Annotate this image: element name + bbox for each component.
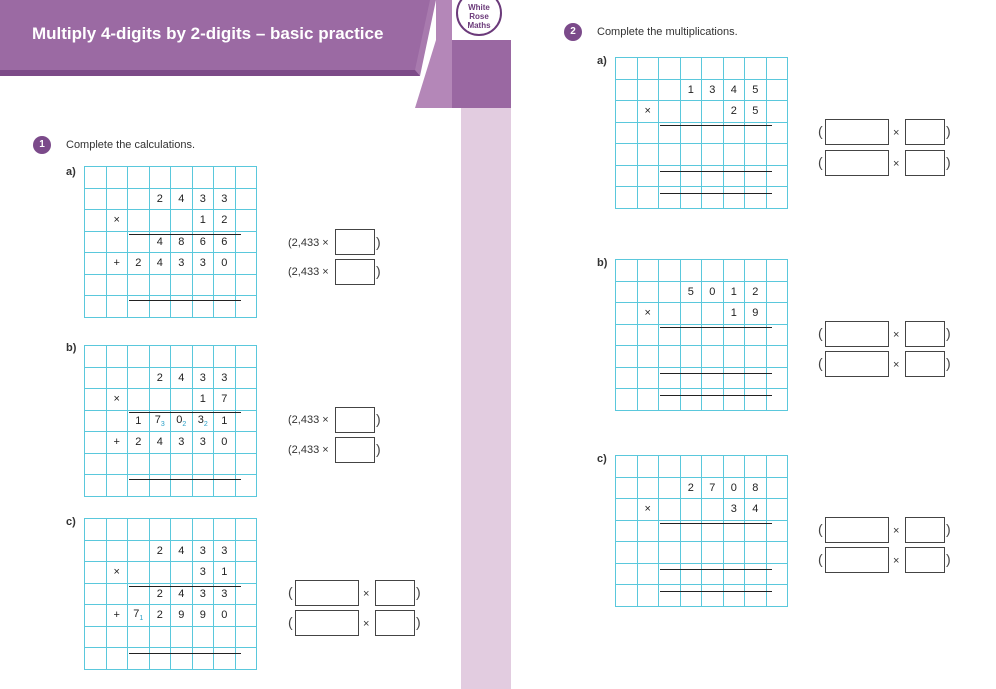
- q2-part-c-label: c): [597, 453, 607, 465]
- q2a-answer-box-1b[interactable]: [905, 119, 945, 145]
- q2a-answer-box-1a[interactable]: [825, 119, 889, 145]
- q2c-line-2: [660, 569, 772, 570]
- q1-part-c-label: c): [66, 516, 76, 528]
- q1b-answer-box-2[interactable]: [335, 437, 375, 463]
- q2a-answer-box-2b[interactable]: [905, 150, 945, 176]
- close-bracket: ): [946, 123, 951, 139]
- open-bracket: (: [818, 355, 823, 371]
- q2a-answer-box-2a[interactable]: [825, 150, 889, 176]
- q2c-grid: 2 7 0 8 × 3 4: [615, 455, 788, 607]
- q1a-grid: 2 4 3 3 × 1 2 4 8 6 6 + 2 4 3 3 0: [84, 166, 257, 318]
- q1-part-b-label: b): [66, 342, 77, 354]
- close-bracket: ): [946, 325, 951, 341]
- page-gutter: [461, 108, 511, 689]
- open-bracket: (: [818, 521, 823, 537]
- times-sign: ×: [893, 555, 900, 567]
- open-bracket: (: [818, 123, 823, 139]
- close-bracket: ): [376, 234, 381, 250]
- q2c-answer-box-1a[interactable]: [825, 517, 889, 543]
- q1b-line-2: [129, 479, 241, 480]
- close-bracket: ): [376, 411, 381, 427]
- q2b-line-3: [660, 395, 772, 396]
- page-title: Multiply 4-digits by 2-digits – basic practice: [32, 24, 384, 43]
- open-bracket: (: [818, 154, 823, 170]
- open-bracket: (: [288, 584, 293, 600]
- q1a-partial-2: (2,433 ×: [288, 266, 329, 278]
- q2b-answer-box-2b[interactable]: [905, 351, 945, 377]
- question-1-badge: 1: [33, 136, 51, 154]
- question-2-instruction: Complete the multiplications.: [597, 26, 738, 38]
- open-bracket: (: [818, 325, 823, 341]
- q2b-grid: 5 0 1 2 × 1 9: [615, 259, 788, 411]
- q2-part-a-label: a): [597, 55, 607, 67]
- q1b-answer-box-1[interactable]: [335, 407, 375, 433]
- q2a-line-2: [660, 171, 772, 172]
- q1a-line-2: [129, 300, 241, 301]
- times-sign: ×: [893, 127, 900, 139]
- q1b-partial-2: (2,433 ×: [288, 444, 329, 456]
- q2c-answer-box-2b[interactable]: [905, 547, 945, 573]
- close-bracket: ): [946, 551, 951, 567]
- q2-part-b-label: b): [597, 257, 608, 269]
- times-sign: ×: [363, 618, 370, 630]
- close-bracket: ): [376, 263, 381, 279]
- q1a-answer-box-2[interactable]: [335, 259, 375, 285]
- q1a-partial-1: (2,433 ×: [288, 237, 329, 249]
- close-bracket: ): [416, 614, 421, 630]
- q2b-answer-box-1a[interactable]: [825, 321, 889, 347]
- times-sign: ×: [893, 359, 900, 371]
- times-sign: ×: [893, 158, 900, 170]
- q1c-answer-box-2a[interactable]: [295, 610, 359, 636]
- q1c-line-1: [129, 586, 241, 587]
- q2b-line-2: [660, 373, 772, 374]
- times-sign: ×: [893, 525, 900, 537]
- open-bracket: (: [818, 551, 823, 567]
- q1b-line-1: [129, 412, 241, 413]
- q2a-grid: 1 3 4 5 × 2 5: [615, 57, 788, 209]
- q2a-line-1: [660, 125, 772, 126]
- close-bracket: ): [946, 154, 951, 170]
- q1b-partial-1: (2,433 ×: [288, 414, 329, 426]
- white-rose-maths-logo: White Rose Maths: [456, 0, 502, 36]
- open-bracket: (: [288, 614, 293, 630]
- q1c-answer-box-1b[interactable]: [375, 580, 415, 606]
- times-sign: ×: [363, 588, 370, 600]
- q1c-answer-box-2b[interactable]: [375, 610, 415, 636]
- close-bracket: ): [416, 584, 421, 600]
- q2b-answer-box-1b[interactable]: [905, 321, 945, 347]
- q2c-line-1: [660, 523, 772, 524]
- q1a-line-1: [129, 234, 241, 235]
- q2c-answer-box-2a[interactable]: [825, 547, 889, 573]
- header-banner: [0, 0, 515, 108]
- q1b-grid: 2 4 3 3 × 1 7 1 $7_3$ $0_2$ $3_2$ 1 + 2 4 3 3 0: [84, 345, 257, 497]
- q2a-line-3: [660, 193, 772, 194]
- q2b-line-1: [660, 327, 772, 328]
- close-bracket: ): [946, 355, 951, 371]
- question-2-badge: 2: [564, 23, 582, 41]
- question-1-instruction: Complete the calculations.: [66, 139, 196, 151]
- close-bracket: ): [946, 521, 951, 537]
- q1c-line-2: [129, 653, 241, 654]
- q1-part-a-label: a): [66, 166, 76, 178]
- close-bracket: ): [376, 441, 381, 457]
- q1c-grid: 2 4 3 3 × 3 1 2 4 3 3 + $7_1$ 2 9 9 0: [84, 518, 257, 670]
- q2c-answer-box-1b[interactable]: [905, 517, 945, 543]
- q2b-answer-box-2a[interactable]: [825, 351, 889, 377]
- q2c-line-3: [660, 591, 772, 592]
- q1c-answer-box-1a[interactable]: [295, 580, 359, 606]
- q1a-answer-box-1[interactable]: [335, 229, 375, 255]
- times-sign: ×: [893, 329, 900, 341]
